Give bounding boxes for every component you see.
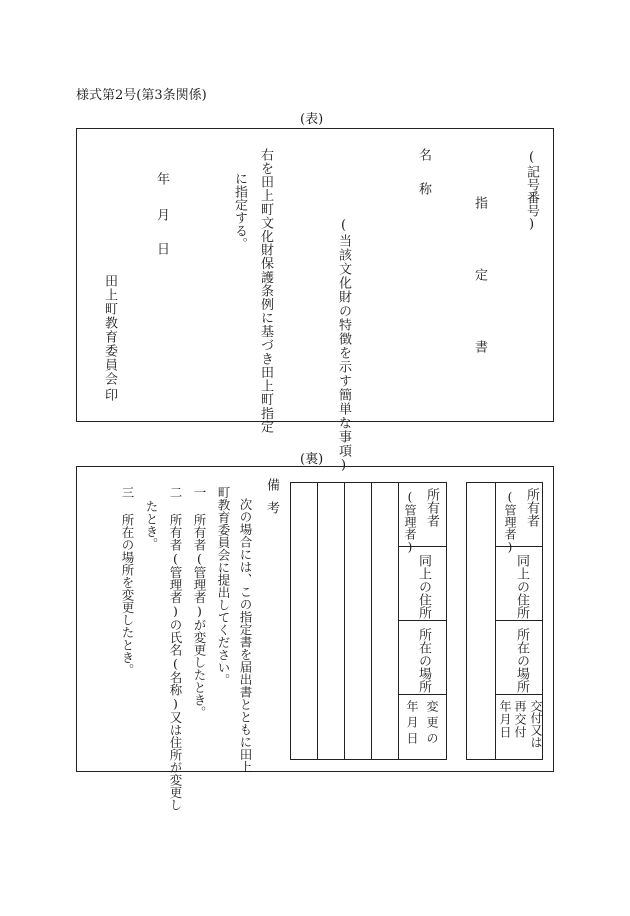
issue-table-row-line (495, 620, 543, 621)
form-label: 様式第2号(第3条関係) (76, 88, 207, 103)
back-label: (裏) (300, 452, 324, 467)
record-number: (記号番号) (524, 150, 539, 232)
date-month-char: 月 (154, 208, 169, 221)
change-date-label-2: 年月日 (405, 700, 419, 748)
issue-manager-label: (管理者) (503, 490, 517, 554)
seal-mark: 印 (102, 388, 117, 401)
remarks-title: 備考 (264, 478, 279, 524)
issue-location-label: 所在の場所 (514, 628, 529, 693)
change-table-col-line (398, 482, 399, 760)
remarks-item-1: 一 所有者(管理者)が変更したとき。 (192, 486, 207, 719)
statement-line-1: 右を田上町文化財保護条例に基づき田上町指定 (258, 148, 273, 434)
date-year-char: 年 (154, 172, 169, 185)
issue-address-label: 同上の住所 (514, 554, 529, 619)
name-label-char-1: 名 (416, 148, 431, 161)
issue-date-label-1: 交付又は (529, 700, 543, 748)
name-label-char-2: 称 (416, 182, 431, 195)
remarks-item-2-line-2: たとき。 (144, 500, 159, 550)
issue-table-row-line (495, 694, 543, 695)
remarks-intro-line-2: 町教育委員会に提出してください。 (216, 486, 231, 686)
issuer-name: 田上町教育委員会 (102, 274, 117, 386)
change-table-row-line (398, 694, 447, 695)
change-address-label: 同上の住所 (416, 554, 431, 619)
front-label: (表) (300, 112, 324, 127)
statement-line-2: に指定する。 (232, 172, 247, 250)
issue-date-label-2: 再交付 (513, 700, 527, 739)
change-table-col-line (344, 482, 345, 760)
change-table-col-line (317, 482, 318, 760)
change-owner-label: 所有者 (424, 488, 439, 527)
change-table-row-line (398, 620, 447, 621)
date-day-char: 日 (154, 242, 169, 255)
remarks-intro-line-1: 次の場合には、この指定書を届出書とともに田上 (238, 498, 253, 773)
doc-title-char-1: 指 (472, 196, 487, 209)
remarks-item-2-line-1: 二 所有者(管理者)の氏名(名称)又は住所が変更し (168, 486, 183, 811)
change-location-label: 所在の場所 (416, 628, 431, 693)
remarks-item-3: 三 所在の場所を変更したとき。 (120, 486, 135, 676)
feature-note: (当該文化財の特徴を示す簡単な事項) (336, 218, 351, 474)
doc-title-char-3: 書 (472, 340, 487, 353)
issue-owner-label: 所有者 (524, 488, 539, 527)
doc-title-char-2: 定 (472, 268, 487, 281)
issue-table-divider (495, 482, 496, 760)
change-manager-label: (管理者) (403, 490, 417, 554)
issue-date-label-3: 年月日 (498, 700, 512, 739)
change-date-label-1: 変更の (425, 700, 439, 748)
change-table-col-line (371, 482, 372, 760)
